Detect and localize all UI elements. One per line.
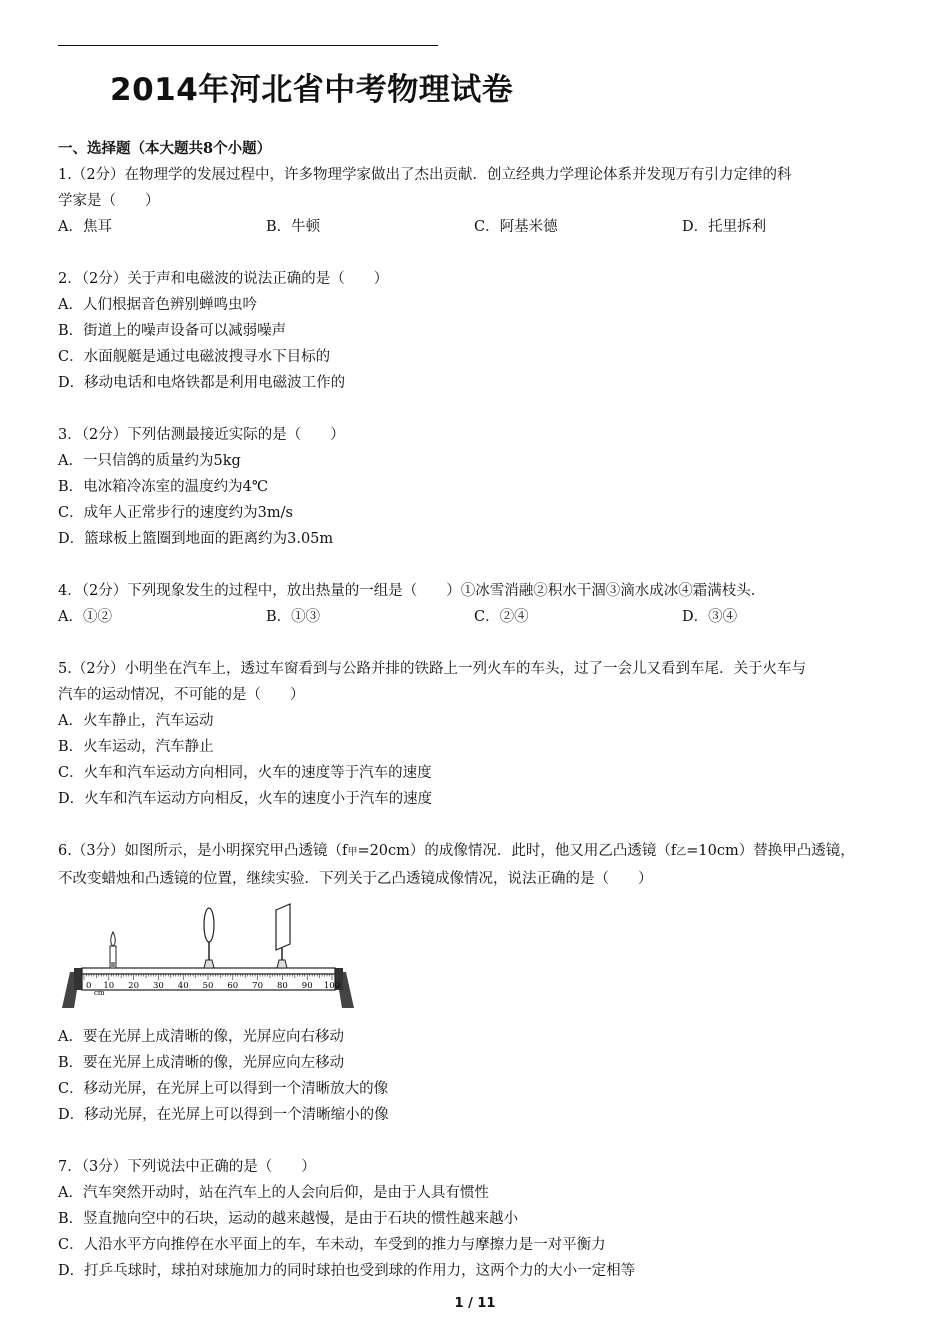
scale-tick-label: 0 [86,981,92,991]
option-d: D．火车和汽车运动方向相反，火车的速度小于汽车的速度 [58,791,433,807]
question-7 [58,1154,898,1284]
option-a: A．汽车突然开动时，站在汽车上的人会向后仰，是由于人具有惯性 [58,1185,489,1201]
candle-flame-icon [111,932,116,946]
question-6-stem-cont: 不改变蜡烛和凸透镜的位置，继续实验．下列关于乙凸透镜成像情况，说法正确的是（ ） [58,871,653,887]
section-heading: 一、选择题（本大题共8个小题） [58,140,272,157]
option-a: A．一只信鸽的质量约为5kg [58,453,241,469]
option-b: B．要在光屏上成清晰的像，光屏应向左移动 [58,1055,345,1071]
option-d: D．移动光屏，在光屏上可以得到一个清晰缩小的像 [58,1107,389,1123]
stem-part: =10cm）替换甲凸透镜， [686,843,855,859]
exam-content [58,136,898,1284]
question-5 [58,656,898,812]
question-4-options [58,604,898,630]
option-b: B．①③ [266,609,321,625]
option-b: B．街道上的噪声设备可以减弱噪声 [58,323,287,339]
option-c: C．移动光屏，在光屏上可以得到一个清晰放大的像 [58,1081,389,1097]
option-a: A．人们根据音色辨别蝉鸣虫吟 [58,297,257,313]
subscript-jia: 甲 [347,847,358,858]
question-3 [58,422,898,552]
question-4 [58,578,898,630]
scale-tick-label: 50 [202,981,214,991]
scale-unit: cm [94,989,105,997]
question-5-stem-cont: 汽车的运动情况，不可能的是（ ） [58,687,305,703]
option-d: D．托里拆利 [682,219,767,235]
scale-tick-label: 90 [301,981,313,991]
scale-tick-label: 80 [276,981,288,991]
option-d: D．移动电话和电烙铁都是利用电磁波工作的 [58,375,346,391]
stem-part: =20cm）的成像情况．此时，他又用乙凸透镜（f [357,843,677,859]
option-d: D．打乒乓球时，球拍对球施加力的同时球拍也受到球的作用力，这两个力的大小一定相等 [58,1263,636,1279]
question-7-stem: 7．（3分）下列说法中正确的是（ ） [58,1159,316,1175]
option-c: C．火车和汽车运动方向相同，火车的速度等于汽车的速度 [58,765,432,781]
page-number: 1 / 11 [454,1296,496,1311]
scale-tick-label: 20 [128,981,140,991]
scale-tick-label: 100 [323,981,341,991]
optical-bench-figure [58,900,358,1010]
option-d: D．③④ [682,609,738,625]
option-b: B．电冰箱冷冻室的温度约为4℃ [58,479,269,495]
question-4-stem: 4．（2分）下列现象发生的过程中，放出热量的一组是（ ）①冰雪消融②积水干涸③滴水成冰④霜满枝头． [58,583,766,599]
question-2-stem: 2．（2分）关于声和电磁波的说法正确的是（ ） [58,271,389,287]
question-1-stem: 1.（2分）在物理学的发展过程中，许多物理学家做出了杰出贡献．创立经典力学理论体系并发现万有引力定律的科 [58,167,792,183]
option-b: B．牛顿 [266,219,321,235]
scale-tick-label: 40 [177,981,189,991]
option-c: C．水面舰艇是通过电磁波搜寻水下目标的 [58,349,331,365]
option-b: B．火车运动，汽车静止 [58,739,214,755]
option-d: D．篮球板上篮圈到地面的距离约为3.05m [58,531,334,547]
option-c: C．人沿水平方向推停在水平面上的车，车未动，车受到的推力与摩擦力是一对平衡力 [58,1237,606,1253]
question-1-stem-cont: 学家是（ ） [58,193,160,209]
option-a: A．焦耳 [58,219,112,235]
question-2 [58,266,898,396]
convex-lens [204,908,214,968]
question-3-stem: 3．（2分）下列估测最接近实际的是（ ） [58,427,345,443]
scale-tick-label: 30 [152,981,164,991]
bench-rail [82,968,335,974]
stem-part: 6.（3分）如图所示，是小明探究甲凸透镜（f [58,843,348,859]
subscript-yi: 乙 [676,847,687,858]
lens-icon [204,908,214,942]
option-b: B．竖直抛向空中的石块，运动的越来越慢，是由于石块的惯性越来越小 [58,1211,519,1227]
question-5-stem: 5.（2分）小明坐在汽车上，透过车窗看到与公路并排的铁路上一列火车的车头，过了一会儿又看到车尾．关于火车与 [58,661,807,677]
option-c: C．阿基米德 [474,219,558,235]
option-c: C．②④ [474,609,529,625]
option-c: C．成年人正常步行的速度约为3m/s [58,505,293,521]
question-6-stem [58,838,898,866]
option-a: A．①② [58,609,112,625]
left-end-block [74,968,82,990]
light-screen [276,904,290,968]
option-a: A．要在光屏上成清晰的像，光屏应向右移动 [58,1029,344,1045]
scale-tick-label: 10 [103,981,115,991]
question-1 [58,162,898,240]
option-a: A．火车静止，汽车运动 [58,713,214,729]
question-6 [58,838,898,1128]
header-rule [58,45,438,46]
scale-tick-label: 60 [227,981,239,991]
question-1-options [58,214,898,240]
screen-icon [276,904,290,950]
candle [110,932,116,968]
page-title: 2014年河北省中考物理试卷 [110,72,514,108]
scale-tick-label: 70 [252,981,264,991]
